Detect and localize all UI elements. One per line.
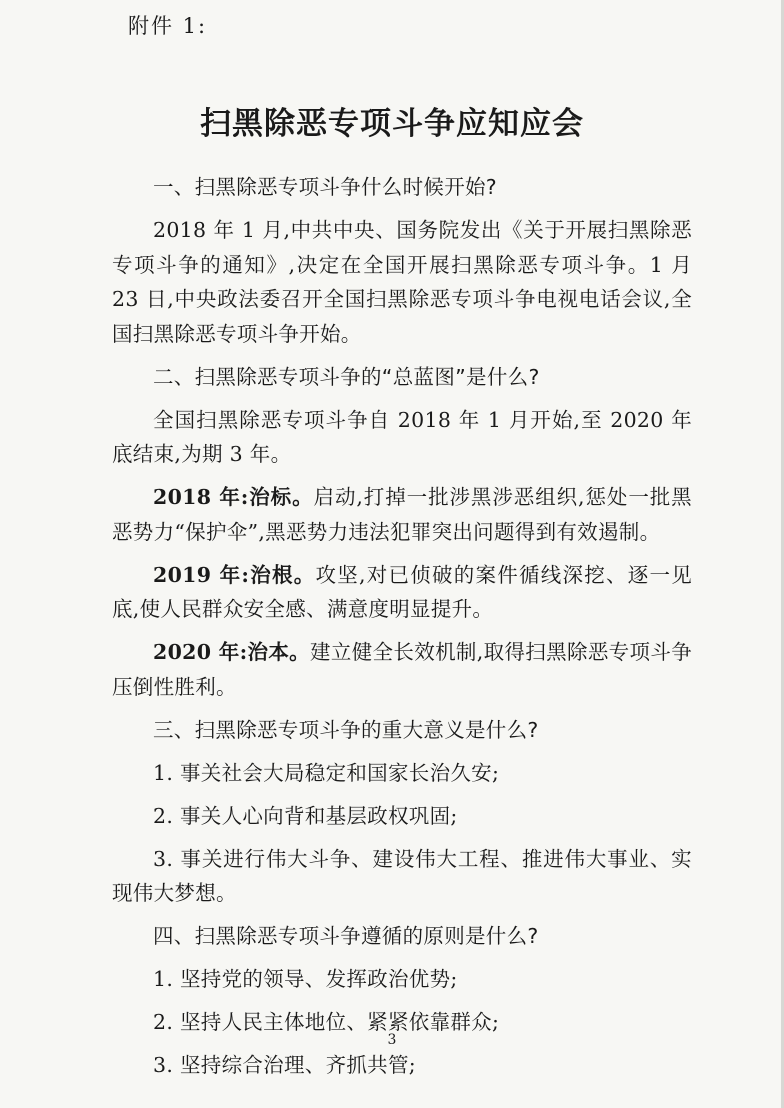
document-body xyxy=(112,170,692,1091)
attachment-label: 附件 1: xyxy=(128,14,208,38)
section-heading-1: 一、扫黑除恶专项斗争什么时候开始? xyxy=(153,175,497,199)
list-item: 3. 事关进行伟大斗争、建设伟大工程、推进伟大事业、实现伟大梦想。 xyxy=(112,846,692,905)
stage-label: 治标。 xyxy=(248,485,314,509)
page-number: 3 xyxy=(387,1032,397,1048)
list-item: 3. 坚持综合治理、齐抓共管; xyxy=(153,1053,416,1077)
stage-label: 治根。 xyxy=(249,562,316,587)
stage-year: 2019 年: xyxy=(153,562,250,587)
stage-2019 xyxy=(112,558,692,627)
stage-2018 xyxy=(112,480,692,549)
stage-year: 2018 年: xyxy=(153,485,249,509)
stage-2020 xyxy=(112,635,692,704)
document-title: 扫黑除恶专项斗争应知应会 xyxy=(200,106,584,142)
section-intro-2: 全国扫黑除恶专项斗争自 2018 年 1 月开始,至 2020 年底结束,为期 3 年。 xyxy=(112,407,692,466)
list-item: 1. 事关社会大局稳定和国家长治久安; xyxy=(153,760,500,785)
stage-text: 攻坚,对已侦破的案件循线深挖、逐一见底,使人民群众安全感、满意度明显提升。 xyxy=(112,562,692,621)
stage-label: 治本。 xyxy=(247,640,311,664)
stage-year: 2020 年: xyxy=(153,640,248,664)
list-item: 2. 坚持人民主体地位、紧紧依靠群众; xyxy=(153,1010,500,1034)
section-heading-3: 三、扫黑除恶专项斗争的重大意义是什么? xyxy=(153,717,539,742)
stage-text: 启动,打掉一批涉黑涉恶组织,惩处一批黑恶势力“保护伞”,黑恶势力违法犯罪突出问题得到有效遏制。 xyxy=(112,485,692,544)
list-item: 1. 坚持党的领导、发挥政治优势; xyxy=(153,967,458,991)
section-heading-2: 二、扫黑除恶专项斗争的“总蓝图”是什么? xyxy=(153,364,540,389)
stage-text: 建立健全长效机制,取得扫黑除恶专项斗争压倒性胜利。 xyxy=(112,640,692,699)
section-heading-4: 四、扫黑除恶专项斗争遵循的原则是什么? xyxy=(153,924,539,948)
list-item: 2. 事关人心向背和基层政权巩固; xyxy=(153,803,458,828)
section-answer-1: 2018 年 1 月,中共中央、国务院发出《关于开展扫黑除恶专项斗争的通知》,决定在全国开展扫黑除恶专项斗争。1 月 23 日,中央政法委召开全国扫黑除恶专项斗争电视电话会议,全国扫黑除恶专项斗争开始。 xyxy=(112,218,692,346)
